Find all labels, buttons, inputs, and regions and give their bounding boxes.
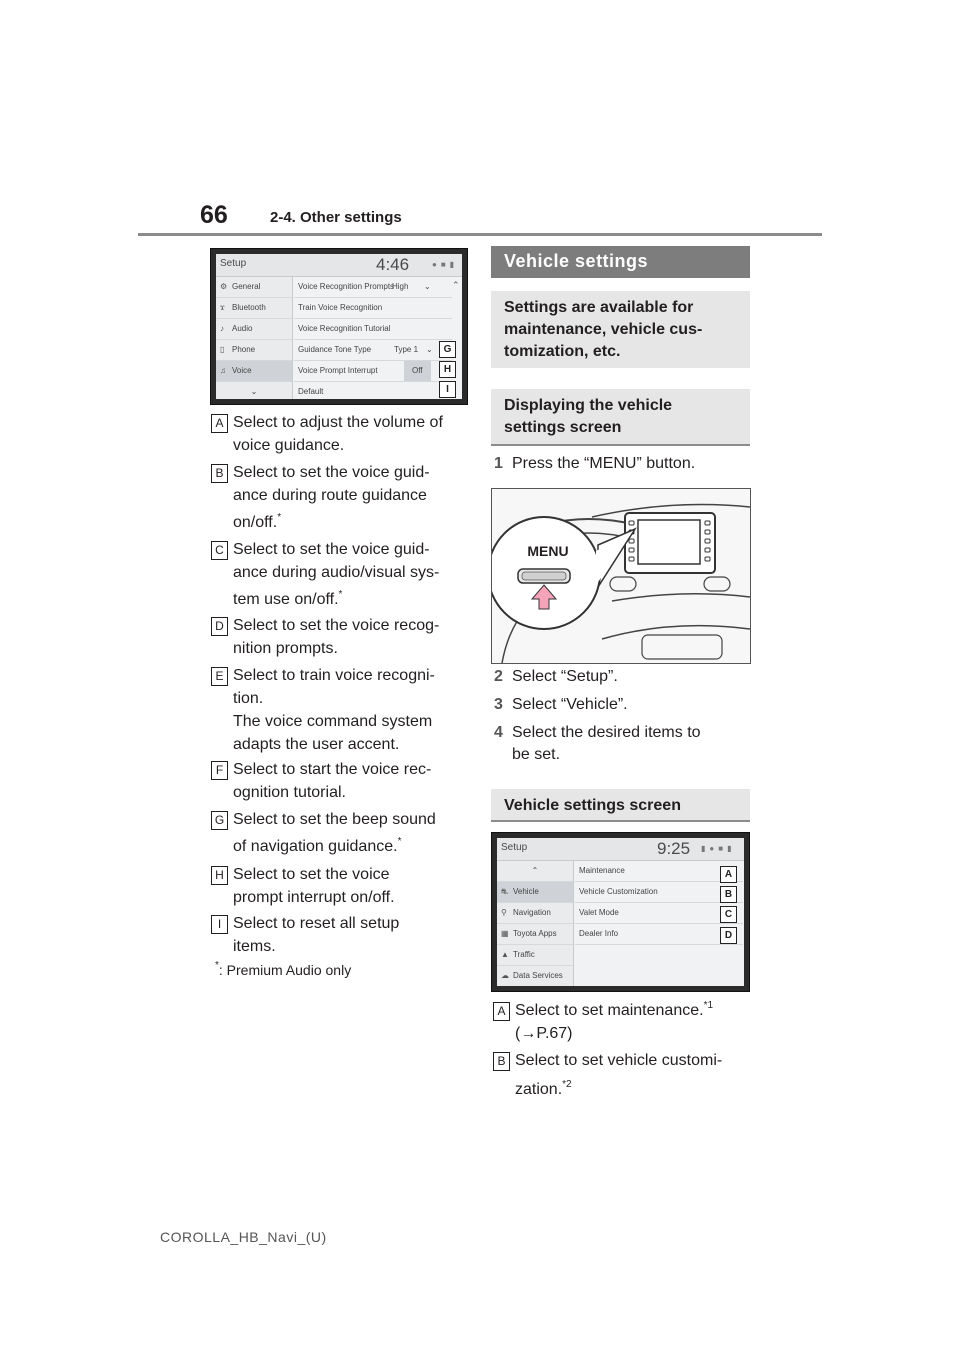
footer-model: COROLLA_HB_Navi_(U) <box>160 1229 327 1245</box>
item-f-text: Select to start the voice rec- ognition tutorial. <box>233 761 432 801</box>
row-valet-mode[interactable]: Valet Mode <box>575 903 743 924</box>
row-maintenance[interactable]: Maintenance <box>575 861 743 882</box>
music-note-icon: ♪ <box>220 324 224 333</box>
item-d-text: Select to set the voice recog- nition prompts. <box>233 617 440 657</box>
sidebar-item-phone[interactable]: ▯ Phone <box>216 340 292 361</box>
letter-e: E <box>211 667 228 686</box>
status-icons: ●■▮ <box>432 260 459 269</box>
menu-label: MENU <box>527 543 569 559</box>
row-voice-recognition-tutorial[interactable]: Voice Recognition Tutorial <box>294 319 452 340</box>
letter-a-right: A <box>493 1002 510 1021</box>
sidebar-item-general[interactable]: ⚙ General <box>216 277 292 298</box>
gear-icon: ⚙ <box>220 282 228 291</box>
sidebar-item-navigation[interactable]: ⚲ Navigation <box>497 903 573 924</box>
page-number: 66 <box>200 201 228 229</box>
letter-b: B <box>211 464 228 483</box>
callout-h: H <box>439 361 456 378</box>
callout-a: A <box>720 866 737 883</box>
heading-vehicle-settings: Vehicle settings <box>491 246 750 278</box>
sidebar-scroll-down[interactable] <box>216 382 292 399</box>
heading-displaying-vehicle-settings: Displaying the vehicle settings screen <box>491 389 750 446</box>
phone-icon: ▯ <box>220 345 225 354</box>
item-b-text: Select to set the voice guid- ance during route guidance on/off.* <box>233 464 430 531</box>
sidebar-item-vehicle[interactable]: ⛐ Vehicle <box>497 882 573 903</box>
screen-title: Setup <box>501 842 528 853</box>
sidebar-scroll-up[interactable] <box>497 861 573 882</box>
chevron-down-icon: ⌄ <box>426 345 433 354</box>
row-dealer-info[interactable]: Dealer Info <box>575 924 743 945</box>
row-guidance-tone-type[interactable]: Guidance Tone Type Type 1 ⌄ <box>294 340 452 361</box>
footnote: *: Premium Audio only <box>215 960 352 978</box>
item-c-text: Select to set the voice guid- ance during audio/visual sys- tem use on/off.* <box>233 541 440 608</box>
letter-a: A <box>211 414 228 433</box>
letter-f: F <box>211 761 228 780</box>
vehicle-screen-sidebar <box>497 861 574 986</box>
voice-screen-sidebar <box>216 277 293 399</box>
navigation-icon: ⚲ <box>501 908 507 917</box>
apps-icon: ▦ <box>501 929 509 938</box>
item-i-text: Select to reset all setup items. <box>233 915 400 955</box>
letter-c: C <box>211 541 228 560</box>
traffic-icon: ▲ <box>501 950 509 959</box>
sidebar-item-audio[interactable]: ♪ Audio <box>216 319 292 340</box>
status-icons: ▮●■▮ <box>701 844 736 853</box>
callout-b: B <box>720 886 737 903</box>
sidebar-item-data-services[interactable]: ☁ Data Services <box>497 966 573 986</box>
screen-clock: 4:46 <box>376 255 410 274</box>
sidebar-item-voice[interactable]: ♫ Voice <box>216 361 292 382</box>
bluetooth-icon: ϫ <box>220 303 225 312</box>
dashboard-svg <box>492 489 750 663</box>
sidebar-item-bluetooth[interactable]: ϫ Bluetooth <box>216 298 292 319</box>
dashboard-menu-illustration <box>491 488 751 664</box>
letter-h: H <box>211 866 228 885</box>
callout-d: D <box>720 927 737 944</box>
letter-d: D <box>211 617 228 636</box>
vehicle-settings-screenshot <box>491 832 750 992</box>
letter-g: G <box>211 811 228 830</box>
item-a-text: Select to adjust the volume of voice guidance. <box>233 414 443 454</box>
row-voice-prompt-interrupt[interactable]: Voice Prompt Interrupt Off <box>294 361 452 382</box>
row-vehicle-customization[interactable]: Vehicle Customization <box>575 882 743 903</box>
item-g-text: Select to set the beep sound of navigation guidance.* <box>233 811 436 855</box>
heading-vehicle-settings-screen: Vehicle settings screen <box>491 789 750 822</box>
letter-b-right: B <box>493 1052 510 1071</box>
voice-icon: ♫ <box>220 366 226 375</box>
header-rule <box>138 233 822 236</box>
screen-title: Setup <box>220 258 247 269</box>
row-voice-recognition-prompts[interactable]: Voice Recognition Prompts High ⌄ <box>294 277 452 298</box>
sidebar-item-traffic[interactable]: ▲ Traffic <box>497 945 573 966</box>
row-train-voice-recognition[interactable]: Train Voice Recognition <box>294 298 452 319</box>
voice-settings-screenshot <box>210 248 468 405</box>
item-a-right-text: Select to set maintenance.$^{*1}$ (→P.67) <box>515 1000 714 1042</box>
section-title: 2-4. Other settings <box>270 209 402 226</box>
chevron-down-icon: ⌄ <box>250 387 258 396</box>
item-b-right-text: Select to set vehicle customi- zation.$^{*2}$ <box>515 1052 723 1098</box>
sidebar-item-toyota-apps[interactable]: ▦ Toyota Apps <box>497 924 573 945</box>
row-default[interactable]: Default <box>298 387 324 396</box>
data-services-icon: ☁ <box>501 971 509 980</box>
chevron-up-icon: ⌃ <box>531 866 539 875</box>
callout-g: G <box>439 341 456 358</box>
letter-i: I <box>211 915 228 934</box>
car-icon: ⛐ <box>501 887 508 896</box>
item-h-text: Select to set the voice prompt interrupt on/off. <box>233 866 395 906</box>
callout-c: C <box>720 906 737 923</box>
callout-i: I <box>439 381 456 398</box>
item-e-text: Select to train voice recogni- tion. The voice command system adapts the user accent. <box>233 667 435 753</box>
scroll-up-icon[interactable]: ⌃ <box>452 280 460 290</box>
intro-box: Settings are available for maintenance, vehicle cus- tomization, etc. <box>491 291 750 368</box>
screen-clock: 9:25 <box>657 839 691 858</box>
chevron-down-icon: ⌄ <box>424 282 431 291</box>
